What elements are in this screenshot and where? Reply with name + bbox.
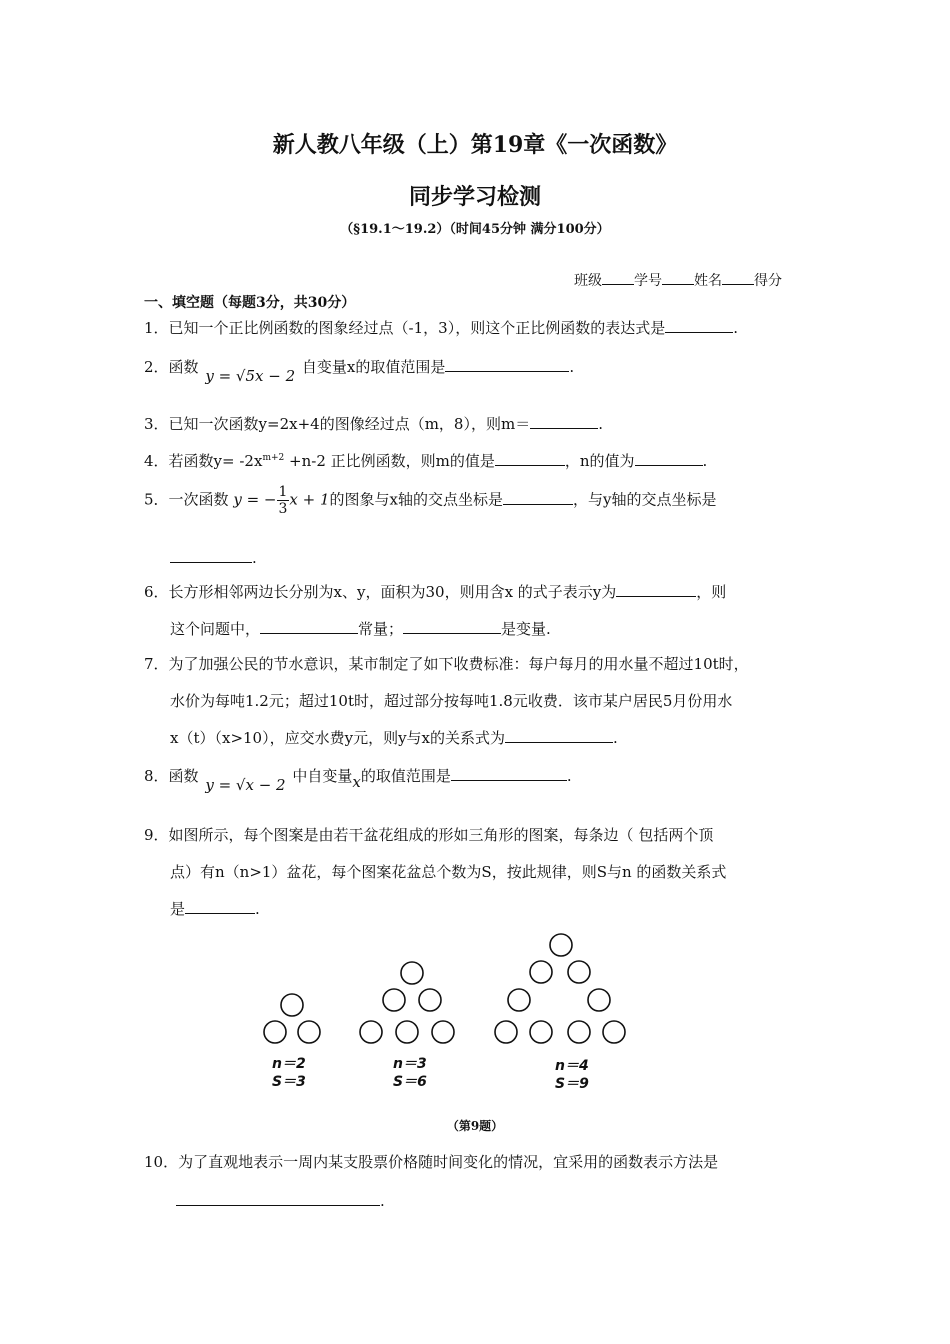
question-text: 函数 — [168, 767, 199, 785]
question-6-line2 — [170, 619, 551, 639]
question-6 — [144, 582, 726, 602]
answer-blank-n[interactable] — [635, 451, 703, 466]
question-number: 8． — [144, 767, 169, 785]
flowerpot-circle — [401, 962, 423, 984]
flowerpot-circle — [432, 1021, 454, 1043]
flowerpot-circle — [396, 1021, 418, 1043]
question-number: 4． — [144, 452, 169, 470]
formula-sqrt: y = √x − 2 — [205, 776, 286, 794]
fraction-numerator: 1 — [278, 484, 288, 500]
pattern-n-label: n＝4 — [555, 1058, 589, 1074]
field-class: 班级 — [574, 273, 602, 289]
question-5-line2 — [170, 548, 257, 568]
question-4 — [144, 448, 707, 471]
flowerpot-circle — [568, 1021, 590, 1043]
question-9-line3 — [170, 899, 260, 919]
question-end: . — [733, 319, 738, 337]
question-end: . — [613, 729, 618, 747]
question-text: 这个问题中， — [170, 620, 261, 638]
class-blank[interactable] — [602, 270, 634, 285]
question-text: 为了直观地表示一周内某支股票价格随时间变化的情况，宜采用的函数表示方法是 — [178, 1153, 719, 1171]
pattern-s-label: S＝3 — [272, 1074, 306, 1090]
student-info-fields — [574, 270, 782, 291]
name-blank[interactable] — [722, 270, 754, 285]
flowerpot-figure — [250, 928, 650, 1048]
question-7 — [144, 654, 749, 674]
flowerpot-circle — [530, 1021, 552, 1043]
formula-part: x + 1 — [289, 490, 330, 509]
question-end: . — [566, 767, 572, 785]
question-text: 已知一次函数y=2x+4的图像经过点（m，8），则m＝ — [168, 415, 531, 433]
student-no-blank[interactable] — [662, 270, 694, 285]
answer-blank[interactable] — [185, 899, 255, 914]
question-5 — [144, 484, 716, 517]
question-text: ，与y轴的交点坐标是 — [573, 490, 717, 509]
flowerpot-circle — [568, 961, 590, 983]
question-text: 长方形相邻两边长分别为x、y，面积为30，则用含x 的式子表示y为 — [168, 583, 617, 601]
answer-blank[interactable] — [665, 318, 733, 333]
question-7-line3 — [170, 728, 618, 748]
question-number: 5． — [144, 490, 169, 509]
question-end: . — [569, 358, 575, 376]
question-end: . — [255, 900, 260, 918]
answer-blank-constant[interactable] — [260, 619, 358, 634]
flowerpot-circle — [530, 961, 552, 983]
question-text: 自变量x的取值范围是 — [301, 358, 446, 376]
pattern-s-label: S＝6 — [393, 1074, 427, 1090]
question-text: 常量； — [358, 620, 404, 638]
answer-blank[interactable] — [451, 766, 567, 781]
pattern-3-labels — [555, 1057, 589, 1093]
pattern-2-labels — [393, 1055, 427, 1091]
question-text: ，n的值为 — [564, 452, 635, 470]
question-number: 3． — [144, 415, 169, 433]
question-end: . — [702, 452, 708, 470]
formula-part: y = − — [233, 490, 277, 509]
question-10-line2 — [176, 1191, 385, 1211]
answer-blank-x[interactable] — [503, 490, 573, 505]
question-number: 10． — [144, 1153, 179, 1171]
question-7-line2: 水价为每吨1.2元；超过10t时，超过部分按每吨1.8元收费．该市某户居民5月份用水 — [170, 692, 733, 710]
answer-blank[interactable] — [445, 357, 569, 372]
answer-blank[interactable] — [176, 1191, 380, 1206]
flowerpot-circle — [383, 989, 405, 1011]
question-text: 中自变量 — [292, 767, 353, 785]
question-text: 函数 — [168, 358, 199, 376]
question-text: 若函数y= -2x — [168, 452, 263, 470]
flowerpot-circle — [264, 1021, 286, 1043]
flowerpot-circle — [495, 1021, 517, 1043]
question-number: 7． — [144, 655, 169, 673]
flowerpot-circle — [603, 1021, 625, 1043]
question-text: 如图所示，每个图案是由若干盆花组成的形如三角形的图案，每条边（ 包括两个顶 — [168, 826, 714, 844]
answer-blank-y[interactable] — [170, 548, 252, 563]
question-end: . — [252, 549, 257, 567]
question-number: 1． — [144, 319, 169, 337]
section-heading: 一、填空题（每题3分，共30分） — [144, 295, 356, 311]
answer-blank[interactable] — [530, 414, 598, 429]
pattern-s-label: S＝9 — [555, 1076, 589, 1092]
question-2 — [144, 357, 575, 385]
question-3 — [144, 414, 603, 434]
question-9 — [144, 825, 713, 845]
exponent: m+2 — [262, 453, 285, 463]
answer-blank[interactable] — [505, 728, 613, 743]
answer-blank-variable[interactable] — [403, 619, 501, 634]
variable-x: x — [352, 773, 361, 791]
pattern-1-labels — [272, 1055, 306, 1091]
flowerpot-circle — [508, 989, 530, 1011]
question-end: . — [598, 415, 603, 433]
question-text: ，则 — [696, 583, 727, 601]
question-text: +n-2 正比例函数，则m的值是 — [284, 452, 495, 470]
question-text: 已知一个正比例函数的图象经过点（-1，3），则这个正比例函数的表达式是 — [168, 319, 666, 337]
question-text: 的图象与x轴的交点坐标是 — [329, 490, 503, 509]
fraction — [277, 484, 290, 517]
question-text: 是变量. — [501, 620, 551, 638]
question-number: 6． — [144, 583, 169, 601]
formula-sqrt: y = √5x − 2 — [205, 367, 296, 385]
field-score: 得分 — [754, 273, 782, 289]
flowerpot-circle — [588, 989, 610, 1011]
question-text: x（t）（x>10），应交水费y元，则y与x的关系式为 — [170, 729, 506, 747]
pattern-n-label: n＝2 — [272, 1056, 306, 1072]
flowerpot-circle — [360, 1021, 382, 1043]
question-text: 为了加强公民的节水意识，某市制定了如下收费标准：每户每月的用水量不超过10t时， — [168, 655, 749, 673]
question-9-line2: 点）有n（n>1）盆花，每个图案花盆总个数为S，按此规律，则S与n 的函数关系式 — [170, 863, 727, 881]
test-info: （§19.1～19.2）（时间45分钟 满分100分） — [340, 222, 610, 237]
question-1 — [144, 318, 738, 338]
flowerpot-circle — [281, 994, 303, 1016]
flowerpot-circle — [550, 934, 572, 956]
question-10 — [144, 1152, 718, 1172]
question-8 — [144, 766, 572, 794]
answer-blank-m[interactable] — [495, 451, 565, 466]
field-name: 姓名 — [694, 273, 722, 289]
figure-caption: （第9题） — [446, 1119, 504, 1133]
field-student-no: 学号 — [634, 273, 662, 289]
question-number: 2． — [144, 358, 169, 376]
page-subtitle: 同步学习检测 — [408, 184, 541, 210]
question-text: 是 — [170, 900, 186, 918]
question-end: . — [380, 1192, 385, 1210]
answer-blank[interactable] — [616, 582, 696, 597]
question-text: 的取值范围是 — [360, 767, 451, 785]
page-title: 新人教八年级（上）第19章《一次函数》 — [272, 132, 678, 158]
question-number: 9． — [144, 826, 169, 844]
flowerpot-circle — [419, 989, 441, 1011]
fraction-denominator: 3 — [278, 501, 288, 517]
pattern-n-label: n＝3 — [393, 1056, 427, 1072]
flowerpot-circle — [298, 1021, 320, 1043]
question-text: 一次函数 — [168, 490, 229, 509]
